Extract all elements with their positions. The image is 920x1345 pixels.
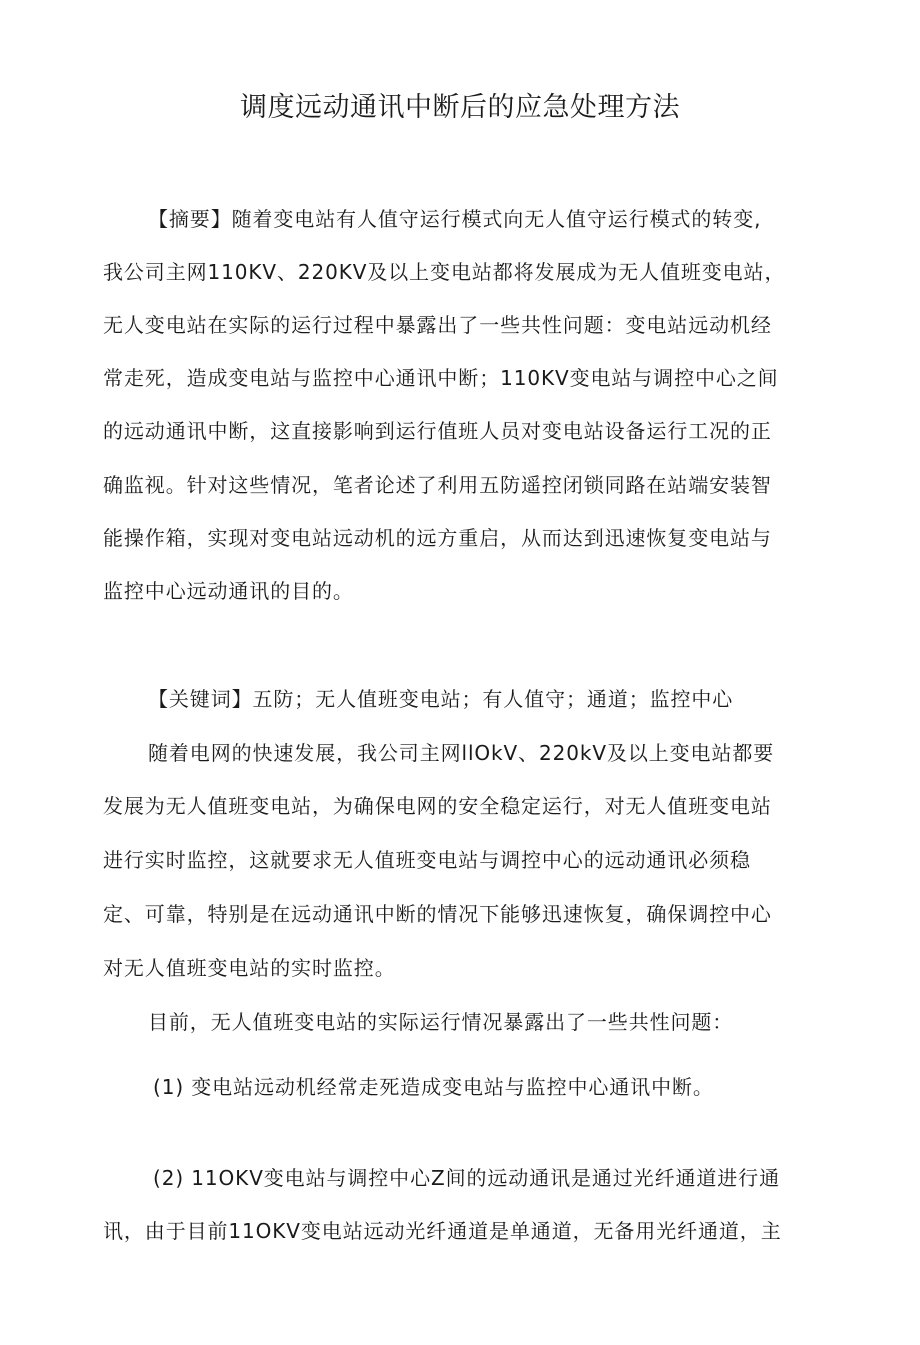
list-item: (2) 11OKV变电站与调控中心Z间的远动通讯是通过光纤通道进行通: [153, 1166, 780, 1190]
abstract-line: 无人变电站在实际的运行过程中暴露出了一些共性问题：变电站远动机经: [103, 313, 772, 337]
list-item: (1) 变电站远动机经常走死造成变电站与监控中心通讯中断。: [153, 1075, 714, 1099]
body-line: 进行实时监控，这就要求无人值班变电站与调控中心的远动通讯必须稳: [103, 848, 751, 872]
body-line: 随着电网的快速发展，我公司主网llOkV、220kV及以上变电站都要: [148, 741, 775, 765]
abstract-line: 能操作箱，实现对变电站远动机的远方重启，从而达到迅速恢复变电站与: [103, 526, 772, 550]
body-line: 目前，无人值班变电站的实际运行情况暴露出了一些共性问题：: [148, 1010, 734, 1034]
body-line: 发展为无人值班变电站，为确保电网的安全稳定运行，对无人值班变电站: [103, 794, 772, 818]
abstract-line: 常走死，造成变电站与监控中心通讯中断；110KV变电站与调控中心之间: [103, 366, 779, 390]
keywords-line: 【关键词】五防；无人值班变电站；有人值守；通道；监控中心: [148, 687, 734, 711]
abstract-line: 监控中心远动通讯的目的。: [103, 579, 354, 603]
abstract-line: 【摘要】随着变电站有人值守运行模式向无人值守运行模式的转变,: [148, 207, 762, 231]
document-title: 调度远动通讯中断后的应急处理方法: [240, 92, 680, 123]
abstract-line: 确监视。针对这些情况，笔者论述了利用五防遥控闭锁同路在站端安装智: [103, 473, 772, 497]
body-line: 定、可靠，特别是在远动通讯中断的情况下能够迅速恢复，确保调控中心: [103, 902, 772, 926]
abstract-line: 的远动通讯中断，这直接影响到运行值班人员对变电站设备运行工况的正: [103, 419, 772, 443]
list-item-continuation: 讯，由于目前11OKV变电站远动光纤通道是单通道，无备用光纤通道，主: [103, 1219, 782, 1243]
abstract-line: 我公司主网110KV、220KV及以上变电站都将发展成为无人值班变电站，: [103, 260, 786, 284]
body-line: 对无人值班变电站的实时监控。: [103, 956, 396, 980]
